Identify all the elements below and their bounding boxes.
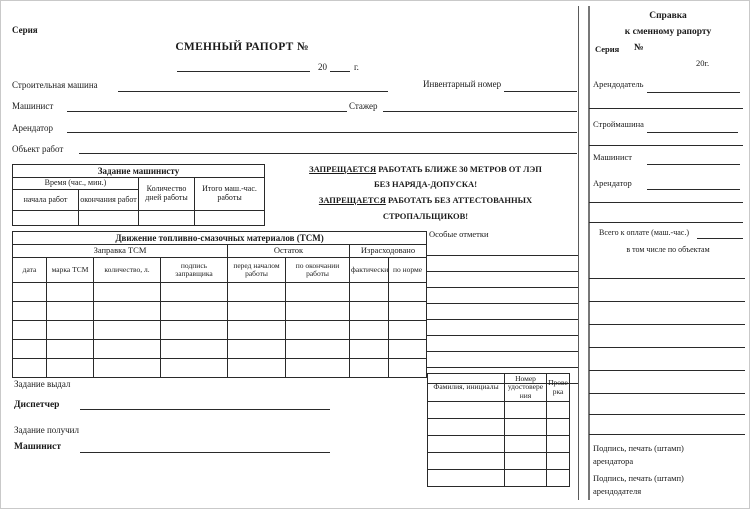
empty-cell <box>13 211 79 226</box>
stub-rule-line <box>589 371 745 394</box>
lessee-field-line <box>67 123 577 133</box>
refueler-signature-column-header: подпись заправщика <box>161 258 228 283</box>
empty-cell <box>286 302 350 321</box>
form-title: СМЕННЫЙ РАПОРТ № <box>175 41 309 53</box>
stub-lessee-sign-label-1: Подпись, печать (штамп) <box>593 443 684 453</box>
fuel-movement-table <box>12 231 427 378</box>
empty-cell <box>94 359 161 378</box>
stub-year: 20г. <box>696 58 710 68</box>
warning-line-1 <box>283 164 568 174</box>
stub-rule-line <box>589 257 745 279</box>
before-work-column-header: перед началом работы <box>228 258 286 283</box>
stub-lessee-sign-label-2: арендатора <box>593 456 634 466</box>
stub-rule-line <box>589 279 745 302</box>
empty-cell <box>161 359 228 378</box>
certificate-number-column-header: Номер удостоверения <box>505 374 547 402</box>
stub-objects-rules <box>589 257 745 435</box>
after-work-column-header: по окончании работы <box>286 258 350 283</box>
empty-cell <box>13 359 47 378</box>
empty-cell <box>13 321 47 340</box>
stub-rule-line <box>589 302 745 325</box>
time-header-cell: Время (час., мин.) <box>13 178 139 190</box>
tsm-table-title: Движение топливно-смазочных материалов (ТСМ) <box>13 232 427 245</box>
stub-operator-label: Машинист <box>593 152 633 162</box>
empty-cell <box>350 359 389 378</box>
empty-cell <box>505 402 547 419</box>
year-suffix: г. <box>354 62 359 72</box>
notes-rule-line <box>427 256 578 272</box>
special-notes-label: Особые отметки <box>429 229 489 239</box>
notes-rule-line <box>427 320 578 336</box>
special-notes-rules <box>427 240 578 384</box>
empty-cell <box>286 359 350 378</box>
work-days-header-cell: Количество дней работы <box>139 178 195 211</box>
stub-machine-label: Строймашина <box>593 119 644 129</box>
total-machine-hours-header-cell: Итого маш.-час. работы <box>195 178 265 211</box>
stub-rule-line <box>589 415 745 435</box>
date-column-header: дата <box>13 258 47 283</box>
warning-line-3 <box>283 195 568 205</box>
empty-cell <box>47 359 94 378</box>
stub-lessor-line <box>647 83 740 93</box>
empty-cell <box>350 321 389 340</box>
empty-cell <box>389 321 427 340</box>
forbidden-word: ЗАПРЕЩАЕТСЯ <box>318 195 386 205</box>
empty-cell <box>350 283 389 302</box>
operator-signature-line <box>80 443 330 453</box>
warning-line-4: СТРОПАЛЬЩИКОВ! <box>382 211 469 221</box>
empty-cell <box>47 321 94 340</box>
stub-rule-line <box>589 325 745 348</box>
notes-rule-line <box>427 240 578 256</box>
notes-rule-line <box>427 288 578 304</box>
stub-lessor-sign-label-1: Подпись, печать (штамп) <box>593 473 684 483</box>
stub-total-payable-label: Всего к оплате (маш.-час.) <box>599 228 690 237</box>
slingers-table <box>427 373 570 487</box>
empty-cell <box>547 419 570 436</box>
operator-task-table <box>12 164 265 226</box>
check-column-header: Проверка <box>547 374 570 402</box>
empty-cell <box>161 283 228 302</box>
empty-cell <box>228 321 286 340</box>
notes-rule-line <box>427 352 578 368</box>
consumed-group-header: Израсходовано <box>350 245 427 258</box>
notes-rule-line <box>427 336 578 352</box>
series-label: Серия <box>12 25 38 35</box>
empty-cell <box>505 419 547 436</box>
remainder-group-header: Остаток <box>228 245 350 258</box>
empty-cell <box>547 402 570 419</box>
stub-full-line <box>589 99 743 109</box>
stub-lessor-label: Арендодатель <box>593 79 644 89</box>
task-table-title: Задание машинисту <box>13 165 265 178</box>
empty-cell <box>286 283 350 302</box>
empty-cell <box>428 419 505 436</box>
safety-warning <box>283 164 568 221</box>
empty-cell <box>94 302 161 321</box>
empty-cell <box>195 211 265 226</box>
empty-cell <box>389 359 427 378</box>
empty-cell <box>94 321 161 340</box>
stub-series-label: Серия <box>595 44 620 54</box>
empty-cell <box>94 283 161 302</box>
empty-cell <box>428 453 505 470</box>
fuel-brand-column-header: марка ТСМ <box>47 258 94 283</box>
empty-cell <box>547 436 570 453</box>
warning-line-2: БЕЗ НАРЯДА-ДОПУСКА! <box>373 179 478 189</box>
machine-field-line <box>118 82 388 92</box>
empty-cell <box>161 340 228 359</box>
empty-cell <box>228 359 286 378</box>
empty-cell <box>94 340 161 359</box>
stub-total-payable-line <box>697 229 743 239</box>
dispatcher-signature-line <box>80 400 330 410</box>
task-issued-label: Задание выдал <box>14 379 71 389</box>
stub-by-objects-label: в том числе по объектам <box>626 245 710 254</box>
empty-cell <box>389 302 427 321</box>
name-column-header: Фамилия, инициалы <box>428 374 505 402</box>
empty-cell <box>286 340 350 359</box>
empty-cell <box>428 470 505 487</box>
trainee-field-line <box>383 102 577 112</box>
refuel-group-header: Заправка ТСМ <box>13 245 228 258</box>
notes-rule-line <box>427 304 578 320</box>
empty-cell <box>547 453 570 470</box>
work-end-header-cell: окончания работ <box>79 190 139 211</box>
empty-cell <box>228 340 286 359</box>
stub-machine-line <box>647 123 738 133</box>
report-number-line <box>177 62 310 72</box>
work-start-header-cell: начала работ <box>13 190 79 211</box>
empty-cell <box>505 470 547 487</box>
stub-lessee-line <box>647 180 740 190</box>
work-object-field-line <box>79 144 577 154</box>
task-received-label: Задание получил <box>14 425 79 435</box>
stub-full-line <box>589 193 743 203</box>
empty-cell <box>228 302 286 321</box>
empty-cell <box>47 302 94 321</box>
empty-cell <box>13 302 47 321</box>
empty-cell <box>47 340 94 359</box>
stub-full-line <box>589 213 743 223</box>
actual-column-header: фактически <box>350 258 389 283</box>
inventory-number-line <box>504 82 577 92</box>
stub-rule-line <box>589 348 745 371</box>
forbidden-word: ЗАПРЕЩАЕТСЯ <box>309 164 377 174</box>
operator-field-line <box>67 102 347 112</box>
empty-cell <box>228 283 286 302</box>
empty-cell <box>428 436 505 453</box>
year-prefix: 20 <box>318 62 327 72</box>
warning-line-3-text: РАБОТАТЬ БЕЗ АТТЕСТОВАННЫХ <box>385 195 533 205</box>
empty-cell <box>13 283 47 302</box>
notes-rule-line <box>427 272 578 288</box>
empty-cell <box>547 470 570 487</box>
empty-cell <box>389 340 427 359</box>
work-object-label: Объект работ <box>12 144 64 154</box>
trainee-label: Стажер <box>349 101 378 111</box>
empty-cell <box>79 211 139 226</box>
warning-line-1-text: РАБОТАТЬ БЛИЖЕ 30 МЕТРОВ ОТ ЛЭП <box>376 164 542 174</box>
empty-cell <box>505 453 547 470</box>
year-fill-line <box>330 62 350 72</box>
dispatcher-label: Диспетчер <box>14 400 60 410</box>
empty-cell <box>139 211 195 226</box>
empty-cell <box>286 321 350 340</box>
stub-lessee-label: Арендатор <box>593 178 632 188</box>
empty-cell <box>389 283 427 302</box>
empty-cell <box>161 302 228 321</box>
empty-cell <box>13 340 47 359</box>
stub-full-line <box>589 136 743 146</box>
empty-cell <box>350 340 389 359</box>
quantity-column-header: количество, л. <box>94 258 161 283</box>
machine-label: Строительная машина <box>12 80 98 90</box>
stub-lessor-sign-label-2: арендодателя <box>593 486 642 496</box>
empty-cell <box>161 321 228 340</box>
empty-cell <box>47 283 94 302</box>
empty-cell <box>505 436 547 453</box>
empty-cell <box>428 402 505 419</box>
by-norm-column-header: по норме <box>389 258 427 283</box>
stub-rule-line <box>589 394 745 415</box>
inventory-number-label: Инвентарный номер <box>423 79 502 89</box>
stub-subtitle: к сменному рапорту <box>624 27 712 37</box>
stub-title: Справка <box>649 11 687 21</box>
stub-number-label: № <box>634 43 644 53</box>
lessee-label: Арендатор <box>12 123 53 133</box>
operator-signature-label: Машинист <box>14 442 62 452</box>
tear-off-line-left <box>578 6 579 500</box>
empty-cell <box>350 302 389 321</box>
stub-operator-line <box>647 155 740 165</box>
operator-label: Машинист <box>12 101 54 111</box>
